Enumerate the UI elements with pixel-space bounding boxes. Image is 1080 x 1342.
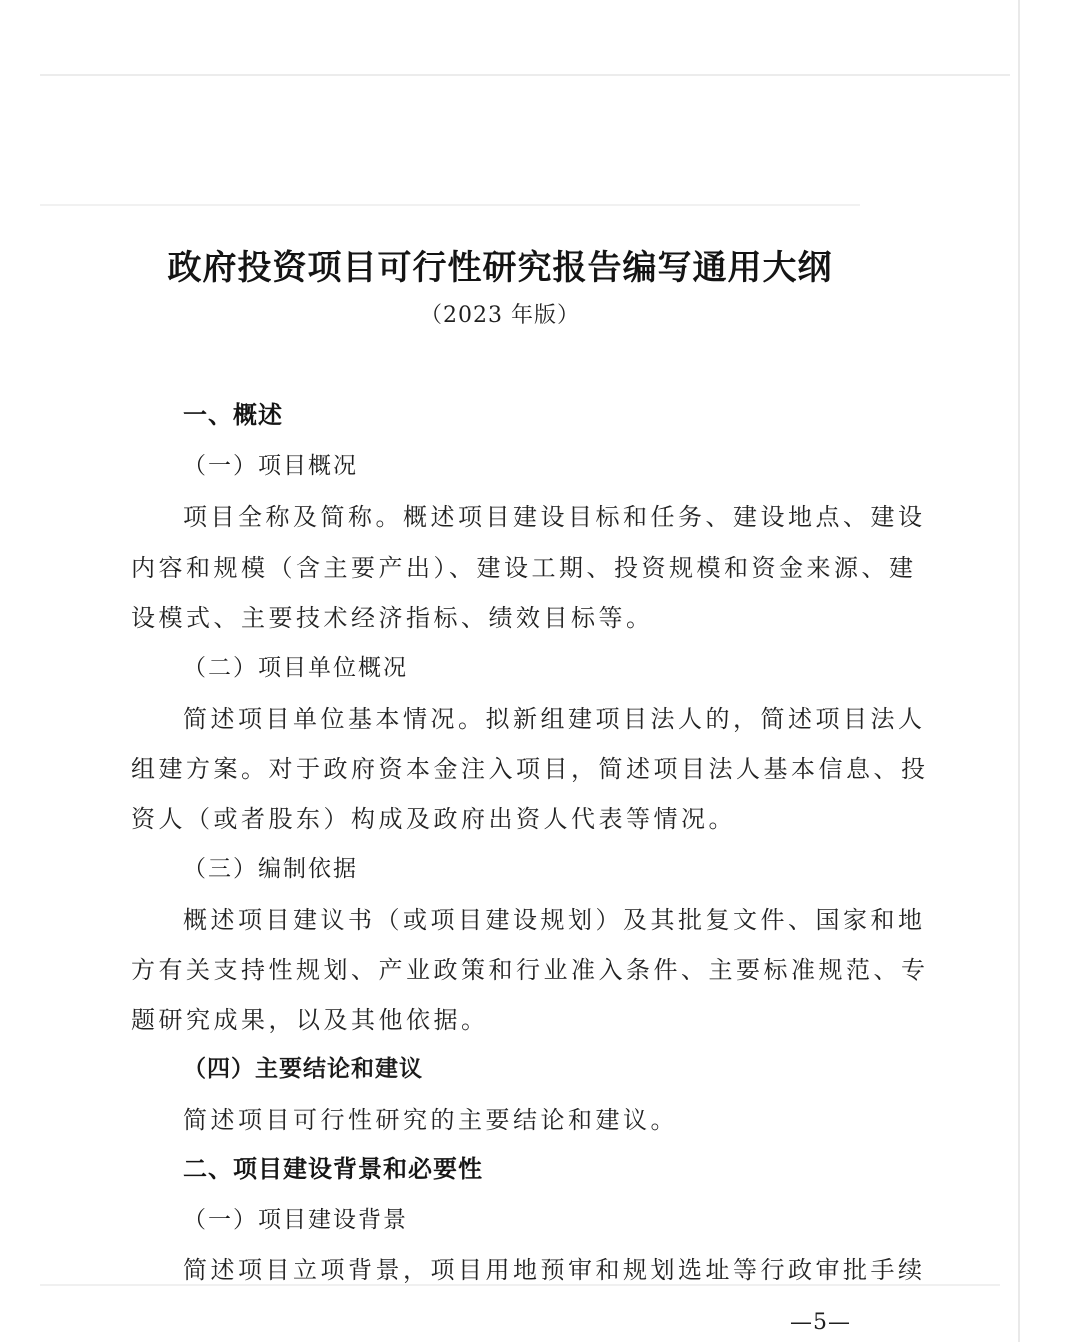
document-edition: （2023 年版） [420, 303, 580, 328]
subsection-heading: （四）主要结论和建议 [183, 1056, 423, 1082]
section-heading: 二、项目建设背景和必要性 [183, 1155, 483, 1183]
paragraph-line: 题研究成果，以及其他依据。 [131, 1006, 489, 1034]
paragraph-line: 简述项目单位基本情况。拟新组建项目法人的，简述项目法人 [183, 705, 926, 733]
scan-artifact-line [40, 74, 1010, 76]
scan-page-edge [1018, 0, 1020, 1342]
subsection-heading: （二）项目单位概况 [183, 655, 408, 681]
paragraph-line: 设模式、主要技术经济指标、绩效目标等。 [131, 604, 654, 632]
section-heading: 一、概述 [183, 401, 283, 429]
document-title: 政府投资项目可行性研究报告编写通用大纲 [167, 248, 833, 288]
subsection-heading: （一）项目建设背景 [183, 1207, 408, 1233]
subsection-heading: （一）项目概况 [183, 453, 358, 479]
scan-artifact-line [40, 204, 860, 206]
paragraph-line: 简述项目立项背景，项目用地预审和规划选址等行政审批手续 [183, 1256, 926, 1284]
subsection-heading: （三）编制依据 [183, 856, 358, 882]
paragraph-line: 内容和规模（含主要产出）、建设工期、投资规模和资金来源、建 [131, 554, 917, 582]
paragraph-line: 简述项目可行性研究的主要结论和建议。 [183, 1106, 678, 1134]
paragraph-line: 概述项目建议书（或项目建设规划）及其批复文件、国家和地 [183, 906, 926, 934]
paragraph-line: 组建方案。对于政府资本金注入项目，简述项目法人基本信息、投 [131, 755, 929, 783]
paragraph-line: 方有关支持性规划、产业政策和行业准入条件、主要标准规范、专 [131, 956, 929, 984]
paragraph-line: 项目全称及简称。概述项目建设目标和任务、建设地点、建设 [183, 503, 926, 531]
paragraph-line: 资人（或者股东）构成及政府出资人代表等情况。 [131, 805, 736, 833]
page-number: —5— [790, 1310, 851, 1335]
